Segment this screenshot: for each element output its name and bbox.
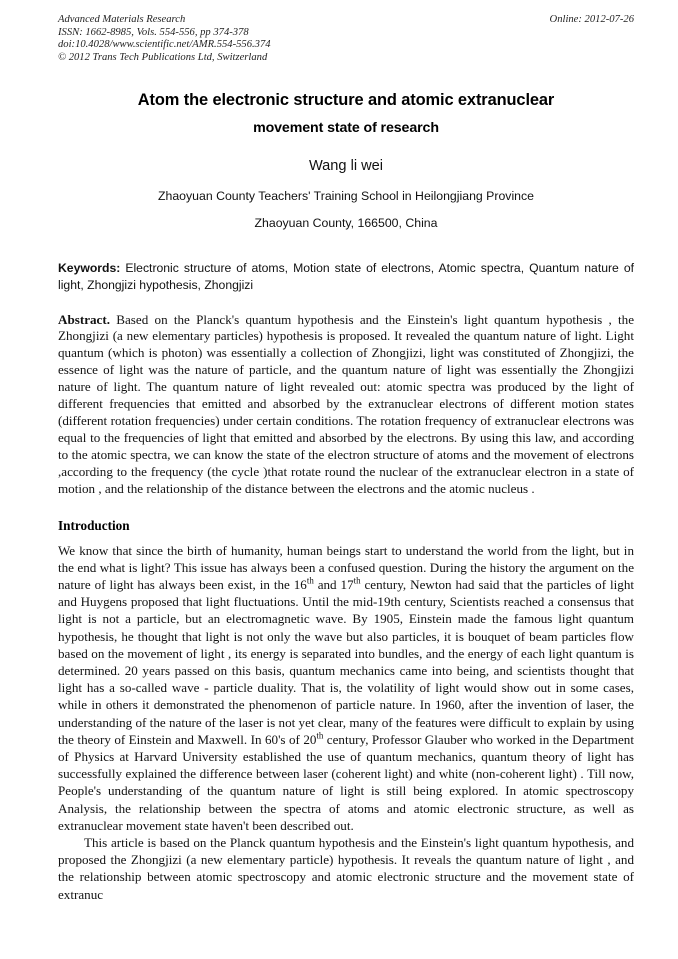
online-date: Online: 2012-07-26: [549, 14, 634, 25]
keywords-block: [58, 260, 634, 293]
author-affiliation: Zhaoyuan County Teachers' Training School in Heilongjiang Province: [157, 189, 535, 204]
intro-text-c: century, Newton had said that the particles of light and Huygens proposed that light fluctuations. Until the mid-19th century, Scientists reached a consensus that light is not a particle, but an electromagnetic wave. By 1905, Einstein made the famous light quantum hypothesis, he thought that light is not only the wave but also particles, it is bouquet of beam particles flow based on the movement of light , its energy is separated into bundles, and the energy of each light quantum is determined. 20 years passed on this basis, quantum mechanics came into being, and scientists thought that light has a so-called wave - particle duality. That is, the volatility of light would show out in some cases, while in others it demonstrated the phenomenon of particle nature. In 1960, after the invention of laser, the understanding of the nature of the laser is not yet clear, many of the features were difficult to explain by using the theory of Einstein and Maxwell. In 60's of 20: [58, 576, 634, 747]
keywords-text: Electronic structure of atoms, Motion state of electrons, Atomic spectra, Quantum nature of light, Zhongjizi hypothesis, Zhongjizi: [58, 261, 635, 292]
copyright-line: © 2012 Trans Tech Publications Ltd, Switzerland: [58, 51, 268, 63]
masthead-left: [58, 14, 478, 64]
introduction-paragraph-1: [58, 542, 634, 834]
abstract-label: Abstract.: [58, 311, 110, 327]
abstract-text: Based on the Planck's quantum hypothesis and the Einstein's light quantum hypothesis , the Zhongjizi (a new elementary particles) hypothesis is proposed. It revealed the quantum nature of light. Light quantum (which is photon) was essentially a collection of Zhongjizi, light was constituted of Zhongjizi, the essence of light was the nature of particle, and the quantum nature of light was essentially the Zhongjizi nature of light. The quantum nature of light revealed out: atomic spectra was produced by the light of different frequencies that emitted and absorbed by the extranuclear electrons of different motion states (different rotation frequencies) under certain conditions. The rotation frequency of extranuclear electrons was equal to the frequencies of light that emitted and absorbed by the electrons. By using this law, and according to the atomic spectra, we can know the state of the electron structure of atoms and the movement of electrons ,according to the frequency (the cycle )that rotate round the nuclear of the extranuclear electron in a state of motion , and the relationship of the distance between the electrons and the atomic nucleus .: [58, 311, 634, 496]
title-line-1: Atom the electronic structure and atomic extranuclear: [137, 91, 555, 110]
ordinal-suffix-20th: th: [316, 730, 324, 741]
issn-line: ISSN: 1662-8985, Vols. 554-556, pp 374-378: [58, 26, 249, 38]
doi-line: doi:10.4028/www.scientific.net/AMR.554-556.374: [58, 39, 271, 51]
ordinal-suffix-17th: th: [353, 575, 361, 586]
introduction-paragraph-2: This article is based on the Planck quantum hypothesis and the Einstein's light quantum hypothesis, and proposed the Zhongjizi (a new elementary particle) hypothesis. It reveals the quantum nature of light , and the relationship between atomic spectroscopy and atomic electronic structure and the movement state of extranuc: [58, 834, 634, 902]
ordinal-suffix-16th: th: [306, 575, 314, 586]
intro-text-b: and 17: [313, 576, 354, 592]
intro-text-a: We know that since the birth of humanity, human beings start to understand the world from the light, but in the end what is light? This issue has always been a confused question. During the history the argument on the nature of light has always been exist, in the 16: [58, 542, 634, 592]
intro-text-d: century, Professor Glauber who worked in the Department of Physics at Harvard University established the use of quantum mechanics, quantum theory of light has successfully explained the difference between laser (coherent light) and white (non-coherent light) . Till now, People's understanding of the quantum nature of light is still being explored. In atomic spectroscopy Analysis, the relationship between the spectra of atoms and atomic electronic structure, as well as extranuclear movement state haven't been described out.: [58, 731, 634, 833]
section-heading-introduction: Introduction: [58, 517, 130, 533]
author-name: Wang li wei: [308, 158, 384, 175]
abstract-block: [58, 312, 634, 498]
keywords-label: Keywords:: [58, 261, 121, 276]
title-line-2: movement state of research: [253, 120, 439, 137]
masthead: [58, 14, 634, 64]
journal-name: Advanced Materials Research: [58, 14, 186, 25]
author-address: Zhaoyuan County, 166500, China: [254, 216, 438, 231]
page-title: [58, 86, 634, 142]
